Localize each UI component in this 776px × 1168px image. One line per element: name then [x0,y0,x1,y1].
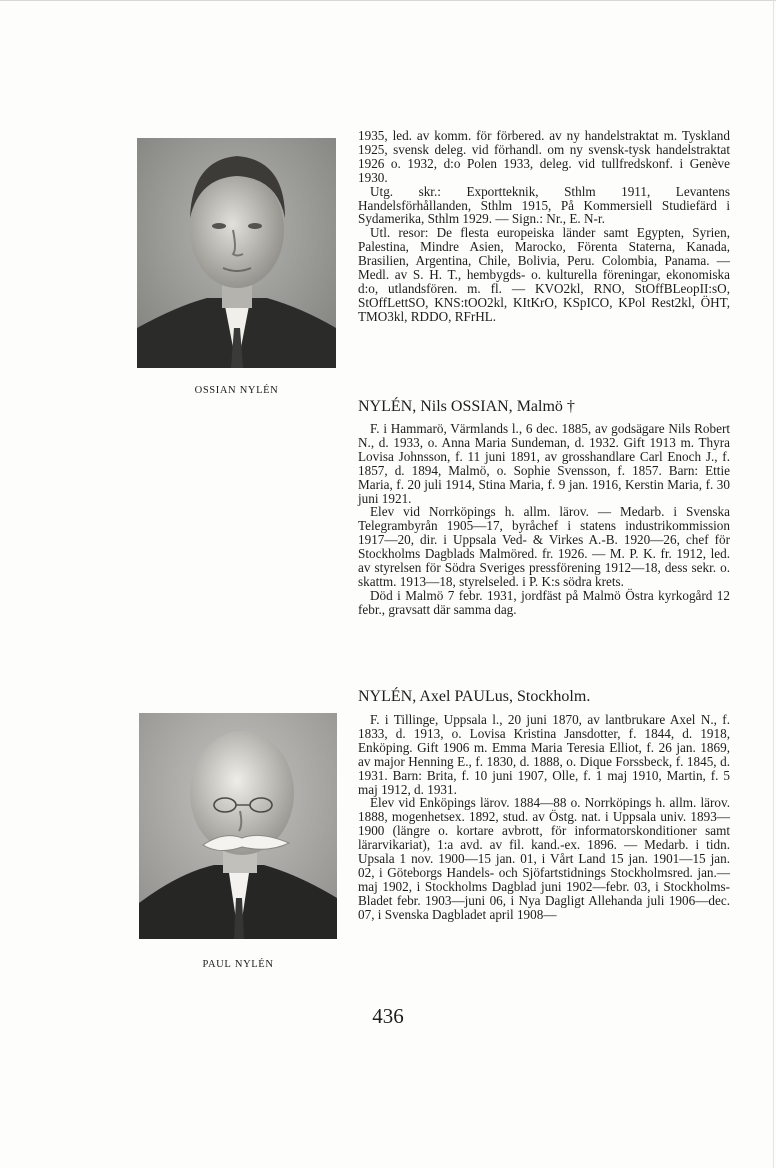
entry-heading-paul [358,688,730,706]
entry-body-ossian [358,422,730,617]
entry-paragraph: Död i Malmö 7 febr. 1931, jordfäst på Malmö Östra kyrkogård 12 febr., gravsatt där samma dag. [358,587,730,617]
caption-surname: NYLÉN [234,959,274,970]
caption-first-name: OSSIAN [194,385,237,396]
entry-surname: NYLÉN, [358,398,417,415]
entry-given-names: Nils OSSIAN, [420,398,513,415]
entry-paragraph: F. i Tillinge, Uppsala l., 20 juni 1870, av lantbrukare Axel N., f. 1833, d. 1913, o. Lovisa Kristina Jansdotter, f. 1844, d. 1918, Enköping. Gift 1906 m. Emma Maria Teresia Elliot, f. 26 jan. 1869, av major Henning E., f. 1830, d. 1888, o. Dique Forssbeck, f. 1845, d. 1931. Barn: Brita, f. 10 juni 1907, Olle, f. 1 maj 1910, Martin, f. 5 maj 1912, d. 1931. [358,712,730,797]
top-edge-line [0,0,776,1]
entry-place: Malmö [516,398,563,415]
portrait-illustration [139,713,337,939]
page-number: 436 [372,1004,404,1028]
continuation-paragraph: Utl. resor: De flesta europeiska länder samt Egypten, Syrien, Palestina, Mindre Asien, Marocko, Förenta Staterna, Kanada, Brasilien, Argentina, Chile, Bolivia, Peru. Colombia, Panama. — Medl. av S. H. T., hembygds- o. kulturella föreningar, ekonomiska d:o, utlandsfören. m. fl. — KVO2kl, RNO, StOffBLeopII:sO, StOffLettSO, KNS:tOO2kl, KItKrO, KSpICO, KPol Rest2kl, ÖHT, TMO3kl, RDDO, RFrHL. [358,225,730,324]
entry-paragraph: Elev vid Norrköpings h. allm. lärov. — Medarb. i Svenska Telegrambyrån 1905—17, byråchef i statens industrikommission 1917—20, dir. i Uppsala Ved- & Virkes A.-B. 1920—26, chef för Stockholms Dagblads Malmöred. fr. 1926. — M. P. K. fr. 1912, led. av styrelsen för Södra Sveriges pressförening 1912—18, dess sekr. o. skattm. 1913—18, styrelseled. i P. K:s södra krets. [358,504,730,589]
entry-heading-ossian [358,398,730,416]
caption-surname: NYLÉN [239,385,279,396]
entry-paragraph: Elev vid Enköpings lärov. 1884—88 o. Norrköpings h. allm. lärov. 1888, mogenhetsex. 1892, stud. av Östg. nat. i Uppsala univ. 1893—1900 (längre o. kortare avbrott, för informatorskonditioner samt lärarvikariat), 1:a avd. av fil. kand.-ex. 1896. — Medarb. i tidn. Upsala 1 nov. 1900—15 jan. 01, i Vårt Land 15 jan. 1901—15 jan. 02, i Göteborgs Handels- och Sjöfartstidnings Stockholmsred. jan.—maj 1902, i Stockholms Dagblad juni 1902—febr. 03, i Stockholms-Bladet febr. 1903—juni 06, i Nya Dagligt Allehanda juli 1906—dec. 07, i Svenska Dagbladet april 1908— [358,795,730,922]
entry-given-names: Axel PAULus, [419,688,513,705]
portrait-illustration [137,138,336,368]
photo-caption-paul [139,955,337,971]
photo-caption-ossian [137,381,336,397]
entry-surname: NYLÉN, [358,688,417,705]
portrait-photo-paul [139,713,337,939]
entry-body-paul [358,713,730,922]
entry-paragraph: F. i Hammarö, Värmlands l., 6 dec. 1885, av godsägare Nils Robert N., d. 1933, o. Anna Maria Sundeman, d. 1932. Gift 1913 m. Thyra Lovisa Johnsson, f. 11 juni 1891, av grosshandlare Carl Enoch J., f. 1857, d. 1894, Malmö, o. Sophie Svensson, f. 1857. Barn: Ettie Maria, f. 20 juli 1914, Stina Maria, f. 9 jan. 1916, Kerstin Maria, f. 30 juni 1921. [358,421,730,506]
caption-first-name: PAUL [202,959,232,970]
deceased-mark: † [566,398,575,415]
continuation-text [358,129,730,324]
continuation-paragraph: 1935, led. av komm. för förbered. av ny handelstraktat m. Tyskland 1925, svensk deleg. vid förhandl. om ny svensk-tysk handelstraktat 1926 o. 1932, d:o Polen 1933, deleg. vid tullfredskonf. i Genève 1930. [358,128,730,185]
portrait-photo-ossian [137,138,336,368]
right-edge-line [773,0,774,1168]
entry-place: Stockholm. [516,688,591,705]
continuation-paragraph: Utg. skr.: Exportteknik, Sthlm 1911, Levantens Handelsförhållanden, Sthlm 1915, På Kommersiell Studiefärd i Sydamerika, Sthlm 1929. — Sign.: Nr., E. N-r. [358,183,730,227]
